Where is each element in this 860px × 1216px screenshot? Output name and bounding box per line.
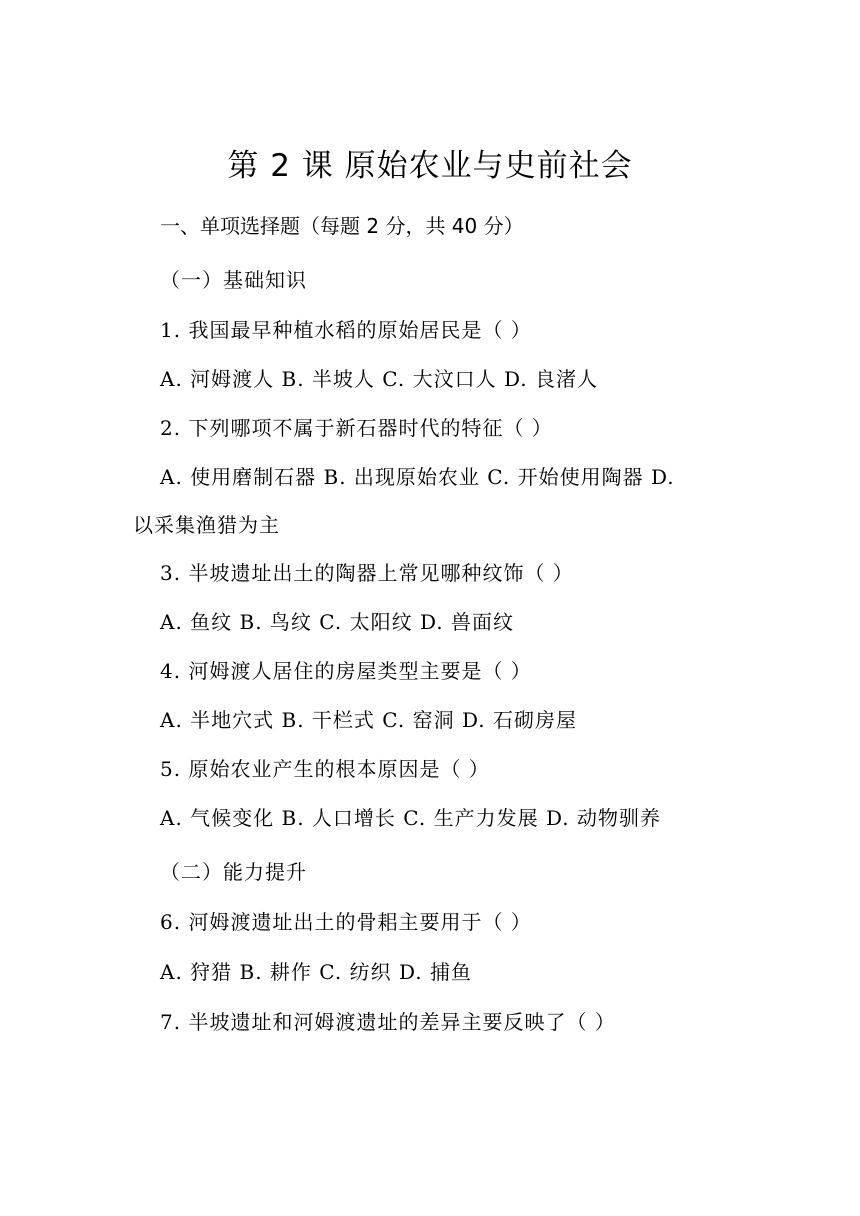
question-4: 4. 河姆渡人居住的房屋类型主要是（ ）	[160, 659, 532, 683]
question-5-options: A. 气候变化 B. 人口增长 C. 生产力发展 D. 动物驯养	[160, 806, 661, 830]
question-7: 7. 半坡遗址和河姆渡遗址的差异主要反映了（ ）	[160, 1010, 616, 1034]
question-2-options: A. 使用磨制石器 B. 出现原始农业 C. 开始使用陶器 D.	[160, 465, 675, 489]
question-2: 2. 下列哪项不属于新石器时代的特征（ ）	[160, 416, 553, 440]
question-1: 1. 我国最早种植水稻的原始居民是（ ）	[160, 318, 532, 342]
question-2-options-cont: 以采集渔猎为主	[133, 513, 280, 537]
subsection-advanced: （二）能力提升	[160, 860, 307, 884]
section-heading: 一、单项选择题（每题 2 分，共 40 分）	[160, 214, 524, 238]
question-4-options: A. 半地穴式 B. 干栏式 C. 窑洞 D. 石砌房屋	[160, 708, 577, 732]
page-title: 第 2 课 原始农业与史前社会	[227, 148, 633, 184]
question-5: 5. 原始农业产生的根本原因是（ ）	[160, 757, 490, 781]
subsection-basic: （一）基础知识	[160, 268, 307, 292]
question-3-options: A. 鱼纹 B. 鸟纹 C. 太阳纹 D. 兽面纹	[160, 610, 514, 634]
question-1-options: A. 河姆渡人 B. 半坡人 C. 大汶口人 D. 良渚人	[160, 367, 598, 391]
question-6: 6. 河姆渡遗址出土的骨耜主要用于（ ）	[160, 910, 532, 934]
question-3: 3. 半坡遗址出土的陶器上常见哪种纹饰（ ）	[160, 561, 574, 585]
question-6-options: A. 狩猎 B. 耕作 C. 纺织 D. 捕鱼	[160, 960, 472, 984]
